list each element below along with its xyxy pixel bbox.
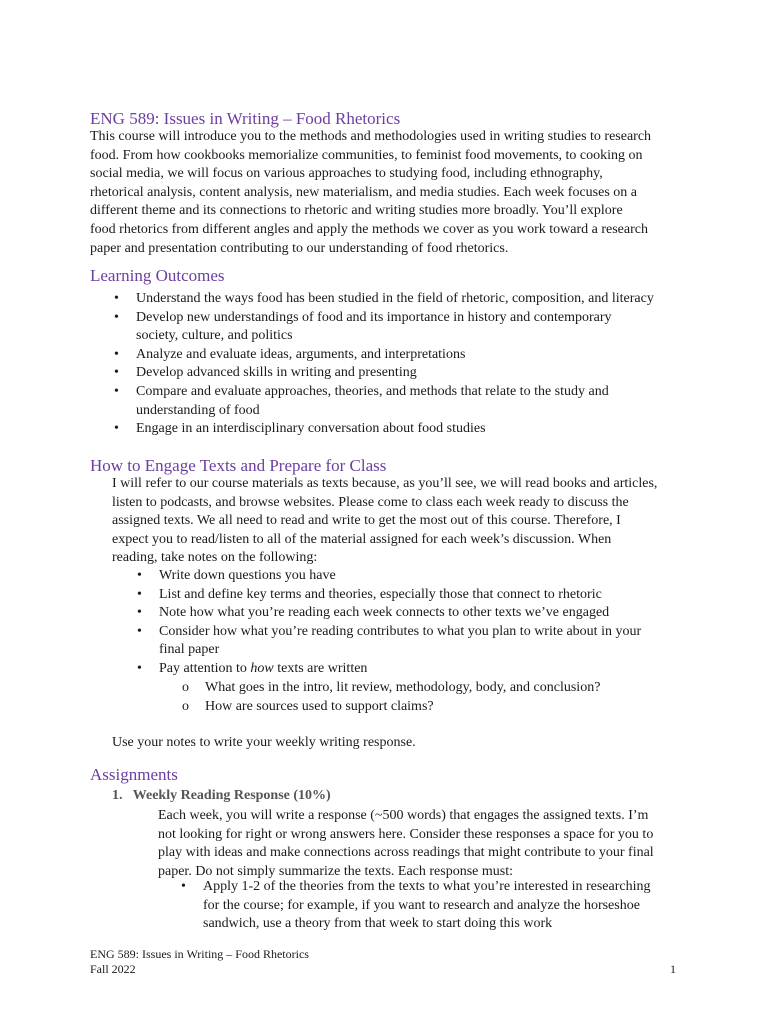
footer-term: Fall 2022 (90, 962, 136, 976)
writing-questions-list (182, 679, 601, 716)
list-item: • Analyze and evaluate ideas, arguments, and interpretations (136, 346, 654, 365)
bullet-icon: • (137, 586, 142, 602)
bullet-icon: • (137, 623, 142, 639)
engage-line: assigned texts. We all need to read and write to get the most out of this course. Therefore, I (112, 513, 621, 529)
description-line: food. From how cookbooks memorialize communities, to feminist food movements, to cooking on (90, 147, 643, 163)
list-item: • Engage in an interdisciplinary conversation about food studies (136, 420, 654, 439)
list-item: • Consider how what you’re reading contributes to what you plan to write about in your final paper (137, 623, 642, 658)
assignment-description (158, 807, 748, 881)
list-item: • Develop new understandings of food and its importance in history and contemporary society, culture, and politics (114, 309, 612, 344)
bullet-icon: • (114, 421, 119, 437)
bullet-icon: • (181, 879, 186, 894)
list-item: • Note how what you’re reading each week connects to other texts we’ve engaged (159, 604, 641, 623)
learning-outcomes-list (114, 290, 654, 439)
bullet-icon: • (114, 383, 119, 399)
sub-list-item: o How are sources used to support claims? (205, 698, 600, 717)
list-item: • Understand the ways food has been studied in the field of rhetoric, composition, and literacy (136, 290, 654, 309)
assignment-name: Weekly Reading Response (10%) (132, 788, 331, 803)
engage-line: expect you to read/listen to all of the material assigned for each week’s discussion. When (112, 531, 612, 547)
description-line: This course will introduce you to the methods and methodologies used in writing studies to research (90, 129, 652, 144)
list-item: • Write down questions you have (159, 567, 641, 586)
bullet-icon: • (137, 568, 142, 583)
course-title: ENG 589: Issues in Writing – Food Rhetorics (90, 109, 401, 128)
engage-paragraph (112, 475, 702, 568)
response-requirements-list (181, 878, 651, 934)
notes-instruction: Use your notes to write your weekly writing response. (112, 735, 416, 750)
page-footer (90, 947, 309, 977)
engage-line: reading, take notes on the following: (112, 550, 318, 566)
course-description (90, 128, 680, 258)
bullet-icon: • (114, 309, 119, 325)
description-line: food rhetorics from different angles and apply the methods we cover as you work toward a research (90, 221, 648, 237)
bullet-icon: • (137, 660, 142, 676)
bullet-icon: • (137, 605, 142, 621)
assignment-line: not looking for right or wrong answers here. Consider these responses a space for you to (158, 826, 654, 842)
learning-outcomes-heading: Learning Outcomes (90, 266, 225, 285)
assignment-title (112, 788, 331, 804)
description-line: social media, we will focus on various approaches to studying food, including ethnography, (90, 166, 603, 182)
assignments-heading: Assignments (90, 765, 178, 784)
assignment-line: paper. Do not simply summarize the texts. Each response must: (158, 863, 513, 879)
bullet-icon: • (114, 346, 119, 362)
engage-texts-heading: How to Engage Texts and Prepare for Class (90, 456, 387, 475)
assignment-line: play with ideas and make connections across readings that might contribute to your final (158, 845, 654, 861)
circle-bullet-icon: o (182, 680, 189, 695)
list-item: • Develop advanced skills in writing and presenting (136, 364, 654, 383)
list-item: • List and define key terms and theories, especially those that connect to rhetoric (159, 586, 641, 605)
list-item: • Apply 1-2 of the theories from the texts to what you’re interested in researching for the course; for example, if you want to research and analyze the horseshoe sandwich, use a theory from that week to start doing this work (181, 879, 651, 932)
description-line: rhetorical analysis, content analysis, new materialism, and media studies. Each week focuses on a (90, 184, 637, 200)
assignment-number: 1. (112, 788, 123, 803)
description-line: different theme and its connections to rhetoric and writing studies more broadly. You’ll explore (90, 203, 623, 219)
footer-course: ENG 589: Issues in Writing – Food Rhetorics (90, 947, 309, 961)
sub-list-item: o What goes in the intro, lit review, methodology, body, and conclusion? (205, 679, 600, 698)
emphasis-how: how (250, 660, 274, 676)
note-taking-list (137, 567, 642, 679)
assignment-line: Each week, you will write a response (~500 words) that engages the assigned texts. I’m (158, 808, 649, 823)
page-number: 1 (670, 962, 676, 976)
list-item: • Compare and evaluate approaches, theories, and methods that relate to the study and understanding of food (114, 383, 609, 418)
bullet-icon: • (114, 365, 119, 381)
circle-bullet-icon: o (182, 698, 189, 714)
list-item: • Pay attention to how texts are written (159, 660, 641, 679)
description-line: paper and presentation contributing to our understanding of food rhetorics. (90, 240, 509, 256)
engage-line: I will refer to our course materials as texts because, as you’ll see, we will read books and articles, (112, 476, 658, 491)
engage-line: listen to podcasts, and browse websites. Please come to class each week ready to discuss the (112, 494, 629, 510)
bullet-icon: • (114, 291, 119, 306)
